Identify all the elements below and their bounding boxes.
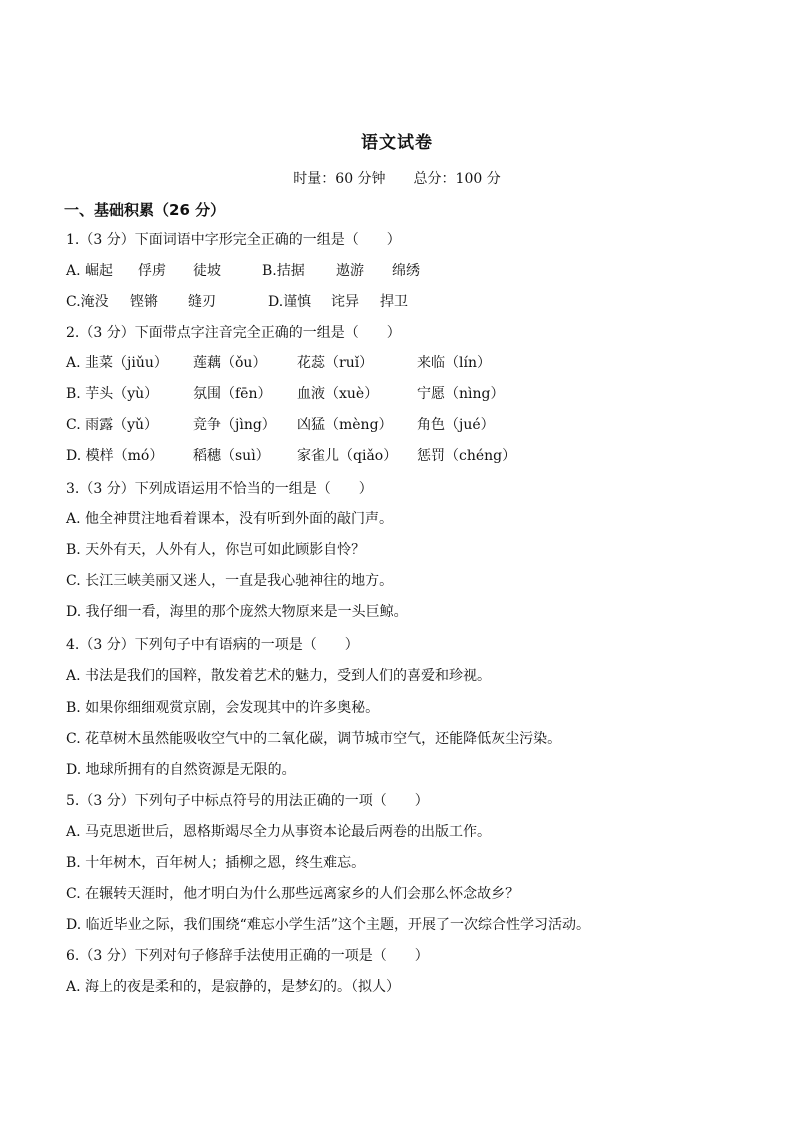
- q2-option-d: D. 模样（mó）: [66, 448, 164, 464]
- q4-option-d: D. 地球所拥有的自然资源是无限的。: [66, 762, 296, 778]
- exam-time: 时量：60 分钟: [293, 171, 386, 187]
- q2-item: 花蕊（ruǐ）: [297, 355, 374, 371]
- q1-word: 捍卫: [380, 294, 408, 310]
- q3-option-b: B. 天外有天，人外有人，你岂可如此顾影自怜？: [66, 542, 366, 558]
- q2-item: 凶猛（mèng）: [297, 417, 393, 433]
- question-4-stem: 4.（3 分）下列句子中有语病的一项是（ ）: [66, 637, 359, 653]
- q1-word: 铿锵: [130, 294, 158, 310]
- exam-total-score: 总分：100 分: [413, 171, 501, 187]
- q2-item: 氛围（fēn）: [193, 386, 272, 402]
- q2-item: 莲藕（ǒu）: [193, 355, 267, 371]
- q1-word: 俘虏: [138, 263, 166, 279]
- q4-option-b: B. 如果你细细观赏京剧，会发现其中的许多奥秘。: [66, 700, 380, 716]
- q6-option-a: A. 海上的夜是柔和的，是寂静的，是梦幻的。（拟人）: [66, 979, 401, 995]
- q2-option-a: A. 韭菜（jiǔu）: [66, 355, 168, 371]
- q1-word: 缝刃: [188, 294, 216, 310]
- q1-option-b: B.拮据: [262, 263, 305, 279]
- q2-item: 角色（jué）: [417, 417, 495, 433]
- exam-meta: [0, 168, 794, 188]
- q2-item: 血液（xuè）: [297, 386, 379, 402]
- question-5-stem: 5.（3 分）下列句子中标点符号的用法正确的一项（ ）: [66, 793, 429, 809]
- q2-item: 宁愿（nìng）: [417, 386, 505, 402]
- q1-word: 遨游: [336, 263, 364, 279]
- q1-word: 徒坡: [193, 263, 221, 279]
- q2-option-c: C. 雨露（yǔ）: [66, 417, 159, 433]
- q1-word: 绵绣: [392, 263, 420, 279]
- question-1-stem: 1.（3 分）下面词语中字形完全正确的一组是（ ）: [66, 232, 401, 248]
- q3-option-a: A. 他全神贯注地看着课本，没有听到外面的敲门声。: [66, 511, 394, 527]
- q1-option-c: C.淹没: [66, 294, 109, 310]
- q5-option-d: D. 临近毕业之际，我们围绕“难忘小学生活”这个主题，开展了一次综合性学习活动。: [66, 917, 590, 933]
- q5-option-b: B. 十年树木，百年树人；插柳之恩，终生难忘。: [66, 855, 366, 871]
- q4-option-a: A. 书法是我们的国粹，散发着艺术的魅力，受到人们的喜爱和珍视。: [66, 668, 492, 684]
- q4-option-c: C. 花草树木虽然能吸收空气中的二氧化碳，调节城市空气，还能降低灰尘污染。: [66, 731, 562, 747]
- q3-option-d: D. 我仔细一看，海里的那个庞然大物原来是一头巨鲸。: [66, 604, 408, 620]
- q2-item: 家雀儿（qiǎo）: [297, 448, 398, 464]
- q1-word: 诧异: [331, 294, 359, 310]
- q2-item: 竞争（jìng）: [193, 417, 276, 433]
- q2-option-b: B. 芋头（yù）: [66, 386, 159, 402]
- q2-item: 惩罚（chéng）: [417, 448, 517, 464]
- question-2-stem: 2.（3 分）下面带点字注音完全正确的一组是（ ）: [66, 325, 401, 341]
- question-3-stem: 3.（3 分）下列成语运用不恰当的一组是（ ）: [66, 481, 373, 497]
- q2-item: 稻穗（suì）: [193, 448, 270, 464]
- q1-option-d: D.谨慎: [268, 294, 312, 310]
- q2-item: 来临（lín）: [417, 355, 491, 371]
- q1-option-a: A. 崛起: [66, 263, 114, 279]
- q5-option-c: C. 在辗转天涯时，他才明白为什么那些远离家乡的人们会那么怀念故乡？: [66, 886, 520, 902]
- q5-option-a: A. 马克思逝世后，恩格斯竭尽全力从事资本论最后两卷的出版工作。: [66, 824, 492, 840]
- exam-title: 语文试卷: [361, 133, 433, 153]
- section-heading: 一、基础积累（26 分）: [64, 201, 226, 219]
- q3-option-c: C. 长江三峡美丽又迷人，一直是我心驰神往的地方。: [66, 573, 394, 589]
- question-6-stem: 6.（3 分）下列对句子修辞手法使用正确的一项是（ ）: [66, 948, 429, 964]
